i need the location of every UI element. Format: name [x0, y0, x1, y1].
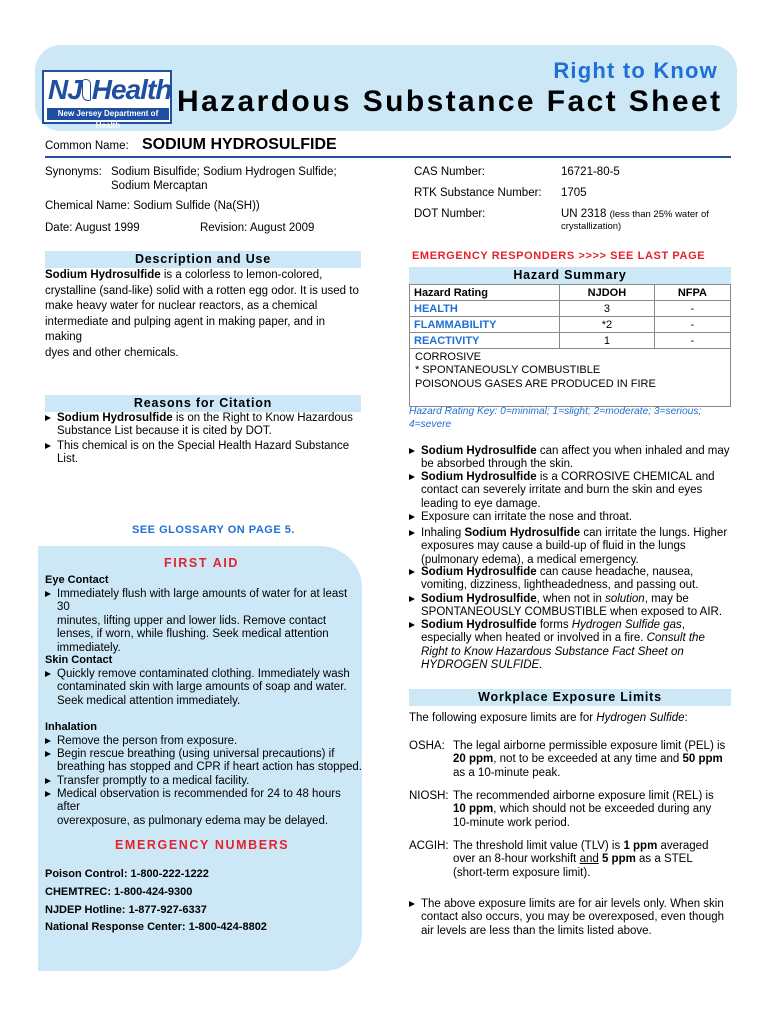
- hazard-label: FLAMMABILITY: [410, 317, 560, 333]
- bullet-arrow-icon: [45, 791, 51, 797]
- chemtrec-number: CHEMTREC: 1-800-424-9300: [45, 886, 193, 898]
- text-line: The legal airborne permissible exposure limit (PEL) is: [453, 740, 726, 752]
- text-line: can irritate the lungs. Higher: [580, 527, 728, 539]
- text-line: can cause headache, nausea,: [536, 566, 694, 578]
- list-item: [45, 748, 363, 775]
- date: Date: August 1999: [45, 222, 140, 234]
- national-response-number: National Response Center: 1-800-424-8802: [45, 921, 267, 933]
- page-title: Hazardous Substance Fact Sheet: [177, 85, 723, 118]
- nfpa-rating: -: [654, 301, 730, 317]
- text-line: averaged: [657, 840, 709, 852]
- list-item: [409, 511, 731, 524]
- text-line: The above exposure limits are for air levels only. When skin: [421, 898, 724, 910]
- bullet-arrow-icon: [409, 474, 415, 480]
- text-line: intermediate and pulping agent in making paper, and in making: [45, 315, 326, 344]
- rtk-value: 1705: [561, 187, 587, 199]
- emergency-numbers-heading: EMERGENCY NUMBERS: [115, 838, 290, 852]
- workplace-intro: [409, 712, 688, 725]
- table-row: [410, 285, 731, 301]
- inhalation-heading: Inhalation: [45, 721, 97, 733]
- hazard-label: HEALTH: [410, 301, 560, 317]
- list-item: [45, 588, 363, 655]
- text-line: HYDROGEN SULFIDE.: [421, 659, 543, 672]
- common-name-label: Common Name:: [45, 140, 129, 152]
- text-line: contact also occurs, you may be overexposed, even though: [421, 911, 725, 924]
- substance-name: Sodium Hydrosulfide: [421, 471, 537, 483]
- text-line: , when not in: [536, 593, 606, 605]
- text-line: is a colorless to lemon-colored,: [160, 269, 323, 281]
- limit-value: 5 ppm: [601, 853, 636, 866]
- text-line: and: [579, 853, 599, 866]
- bullet-arrow-icon: [45, 778, 51, 784]
- text-line: exposures may cause a build-up of fluid in the lungs: [421, 540, 686, 553]
- hazard-notes: [409, 348, 731, 407]
- logo-health: Health: [91, 74, 172, 105]
- list-item: [45, 735, 363, 748]
- hazard-table: [409, 284, 731, 349]
- table-header: NFPA: [654, 285, 730, 301]
- njdep-hotline-number: NJDEP Hotline: 1-877-927-6337: [45, 904, 207, 916]
- hazard-note: POISONOUS GASES ARE PRODUCED IN FIRE: [415, 377, 656, 390]
- njdoh-rating: 1: [560, 333, 655, 349]
- text-line: solution: [605, 593, 645, 605]
- text-line: This chemical is on the Special Health Hazard Substance: [57, 440, 350, 452]
- reasons-heading: Reasons for Citation: [45, 395, 361, 412]
- list-item: [409, 619, 731, 673]
- text-line: Exposure can irritate the nose and throat.: [421, 511, 632, 523]
- text-line: Right to Know Hazardous Substance Fact Sheet on: [421, 645, 684, 658]
- list-item: [409, 593, 731, 620]
- logo-subtitle: New Jersey Department of Health: [47, 108, 169, 120]
- text-line: make heavy water for nuclear reactors, as a chemical: [45, 300, 318, 313]
- bullet-arrow-icon: [409, 448, 415, 454]
- common-name-value: SODIUM HYDROSULFIDE: [142, 136, 337, 153]
- substance-name: Sodium Hydrosulfide: [421, 566, 537, 578]
- bullet-arrow-icon: [409, 901, 415, 907]
- bullet-arrow-icon: [409, 622, 415, 628]
- limit-label: ACGIH:: [409, 840, 449, 852]
- text-line: Seek medical attention immediately.: [57, 694, 241, 707]
- text-line: Inhaling: [421, 527, 465, 539]
- text-line: , which should not be exceeded during any: [493, 803, 712, 816]
- text-line: leading to eye damage.: [421, 497, 541, 510]
- nj-map-icon: [82, 79, 91, 101]
- nj-health-logo: [42, 70, 172, 130]
- limit-value: 50 ppm: [682, 753, 723, 766]
- right-to-know-label: Right to Know: [553, 58, 718, 83]
- text-line: (pulmonary edema), a medical emergency.: [421, 553, 639, 566]
- bullet-arrow-icon: [409, 530, 415, 536]
- text-line: vomiting, dizziness, lightheadedness, and passing out.: [421, 579, 699, 592]
- text-line: minutes, lifting upper and lower lids. Remove contact: [57, 614, 327, 627]
- chemical-name: Chemical Name: Sodium Sulfide (Na(SH)): [45, 200, 260, 212]
- nfpa-rating: -: [654, 317, 730, 333]
- nfpa-rating: -: [654, 333, 730, 349]
- description-heading: Description and Use: [45, 251, 361, 268]
- limit-text: [453, 740, 733, 780]
- text-line: The following exposure limits are for: [409, 712, 597, 724]
- text-line: , may be: [644, 593, 689, 605]
- text-line: ,: [681, 619, 685, 631]
- limit-label: OSHA:: [409, 740, 445, 752]
- list-item: [45, 775, 363, 788]
- text-line: crystalline (sand-like) solid with a rotten egg odor. It is used to: [45, 284, 359, 297]
- rtk-label: RTK Substance Number:: [414, 187, 542, 199]
- limit-text: [453, 790, 733, 830]
- text-line: Hazard Rating Key: 0=minimal; 1=slight; 2=moderate; 3=serious;: [409, 406, 702, 417]
- table-header: NJDOH: [560, 285, 655, 301]
- njdoh-rating: 3: [560, 301, 655, 317]
- limit-value: 20 ppm: [453, 753, 494, 766]
- limit-label: NIOSH:: [409, 790, 449, 802]
- bullet-arrow-icon: [409, 596, 415, 602]
- substance-name: Sodium Hydrosulfide: [421, 619, 537, 631]
- limit-text: [453, 840, 733, 880]
- table-row: [410, 317, 731, 333]
- text-line: overexposure, as pulmonary edema may be delayed.: [57, 814, 329, 827]
- dot-label: DOT Number:: [414, 208, 486, 220]
- bullet-arrow-icon: [45, 443, 51, 449]
- substance-name: Sodium Hydrosulfide: [421, 445, 537, 457]
- emergency-responders-link[interactable]: EMERGENCY RESPONDERS >>>> SEE LAST PAGE: [412, 250, 706, 262]
- text-line: Medical observation is recommended for 24 to 48 hours after: [57, 788, 341, 814]
- text-line: The threshold limit value (TLV) is: [453, 840, 624, 852]
- text-line: 4=severe: [409, 418, 452, 430]
- text-line: contaminated skin with large amounts of soap and water.: [57, 681, 347, 694]
- hazard-summary-heading: Hazard Summary: [409, 267, 731, 284]
- text-line: over an 8-hour workshift: [453, 853, 580, 866]
- text-line: :: [684, 712, 688, 724]
- skin-contact-heading: Skin Contact: [45, 654, 113, 666]
- bullet-arrow-icon: [409, 569, 415, 575]
- substance-name: Sodium Hydrosulfide: [421, 593, 537, 605]
- list-item: [409, 527, 731, 567]
- text-line: 10-minute work period.: [453, 816, 570, 829]
- dot-number: UN 2318: [561, 208, 607, 220]
- text-line: lenses, if worn, while flushing. Seek medical attention: [57, 628, 329, 641]
- njdoh-rating: *2: [560, 317, 655, 333]
- text-line: Hydrogen Sulfide gas: [571, 619, 682, 631]
- list-item: [409, 566, 731, 593]
- text-line: Substance List because it is cited by DOT.: [57, 425, 272, 438]
- text-line: Quickly remove contaminated clothing. Immediately wash: [57, 668, 350, 680]
- synonyms-line: Sodium Mercaptan: [111, 180, 208, 192]
- text-line: is on the Right to Know Hazardous: [172, 412, 353, 424]
- description-text: [45, 268, 363, 362]
- table-row: [410, 333, 731, 349]
- text-line: , not to be exceeded at any time and: [493, 753, 683, 766]
- workplace-limits-heading: Workplace Exposure Limits: [409, 689, 731, 706]
- bullet-arrow-icon: [45, 738, 51, 744]
- text-line: (short-term exposure limit).: [453, 866, 591, 879]
- text-line: contact can severely irritate and burn the skin and eyes: [421, 484, 703, 497]
- text-line: SPONTANEOUSLY COMBUSTIBLE when exposed to AIR.: [421, 606, 723, 619]
- text-line: immediately.: [57, 641, 121, 654]
- first-aid-heading: FIRST AID: [164, 556, 240, 570]
- text-line: List.: [57, 453, 79, 466]
- bullet-arrow-icon: [409, 514, 415, 520]
- dot-note: crystallization): [561, 221, 622, 232]
- hazard-label: REACTIVITY: [410, 333, 560, 349]
- text-line: Immediately flush with large amounts of water for at least 30: [57, 588, 348, 614]
- text-line: especially when heated or involved in a fire.: [421, 632, 647, 645]
- eye-contact-heading: Eye Contact: [45, 574, 109, 586]
- glossary-link[interactable]: SEE GLOSSARY ON PAGE 5.: [132, 524, 295, 536]
- list-item: [409, 898, 731, 938]
- hazard-rating-key: [409, 406, 731, 431]
- text-line: Begin rescue breathing (using universal precautions) if: [57, 748, 335, 760]
- cas-value: 16721-80-5: [561, 166, 620, 178]
- text-line: Consult the: [646, 632, 705, 645]
- bullet-arrow-icon: [45, 671, 51, 677]
- limit-value: 10 ppm: [453, 803, 494, 816]
- cas-label: CAS Number:: [414, 166, 485, 178]
- table-header: Hazard Rating: [410, 285, 560, 301]
- bullet-arrow-icon: [45, 591, 51, 597]
- list-item: [45, 412, 363, 439]
- text-line: The recommended airborne exposure limit (REL) is: [453, 790, 714, 802]
- text-line: as a 10-minute peak.: [453, 766, 561, 779]
- table-row: [410, 301, 731, 317]
- hazard-note: * SPONTANEOUSLY COMBUSTIBLE: [415, 364, 601, 377]
- synonyms-label: Synonyms:: [45, 166, 102, 178]
- limit-value: 1 ppm: [623, 840, 658, 852]
- list-item: [45, 788, 363, 828]
- list-item: [409, 445, 731, 472]
- text-line: as a STEL: [635, 853, 693, 866]
- list-item: [409, 471, 731, 511]
- hazard-note: CORROSIVE: [415, 351, 482, 363]
- bullet-arrow-icon: [45, 751, 51, 757]
- substance-name: Sodium Hydrosulfide: [45, 269, 161, 281]
- substance-name: Sodium Hydrosulfide: [57, 412, 173, 424]
- text-line: forms: [536, 619, 572, 631]
- bullet-arrow-icon: [45, 415, 51, 421]
- logo-wordmark: [48, 75, 171, 105]
- text-line: dyes and other chemicals.: [45, 346, 179, 359]
- synonyms-line: Sodium Bisulfide; Sodium Hydrogen Sulfide;: [111, 166, 337, 178]
- list-item: [45, 668, 363, 708]
- text-line: is a CORROSIVE CHEMICAL and: [536, 471, 715, 483]
- logo-nj: NJ: [48, 74, 82, 105]
- divider: [45, 156, 731, 158]
- text-line: Remove the person from exposure.: [57, 735, 238, 747]
- dot-note: (less than 25% water of: [609, 209, 709, 220]
- revision-date: Revision: August 2009: [200, 222, 315, 234]
- poison-control-number: Poison Control: 1-800-222-1222: [45, 868, 209, 880]
- text-line: air levels are less than the limits listed above.: [421, 924, 652, 937]
- list-item: [45, 440, 363, 467]
- text-line: Hydrogen Sulfide: [596, 712, 685, 724]
- text-line: can affect you when inhaled and may: [536, 445, 730, 457]
- text-line: Transfer promptly to a medical facility.: [57, 775, 250, 787]
- dot-value: [561, 208, 709, 220]
- text-line: breathing has stopped and CPR if heart action has stopped.: [57, 761, 362, 774]
- text-line: be absorbed through the skin.: [421, 458, 574, 471]
- substance-name: Sodium Hydrosulfide: [464, 527, 581, 539]
